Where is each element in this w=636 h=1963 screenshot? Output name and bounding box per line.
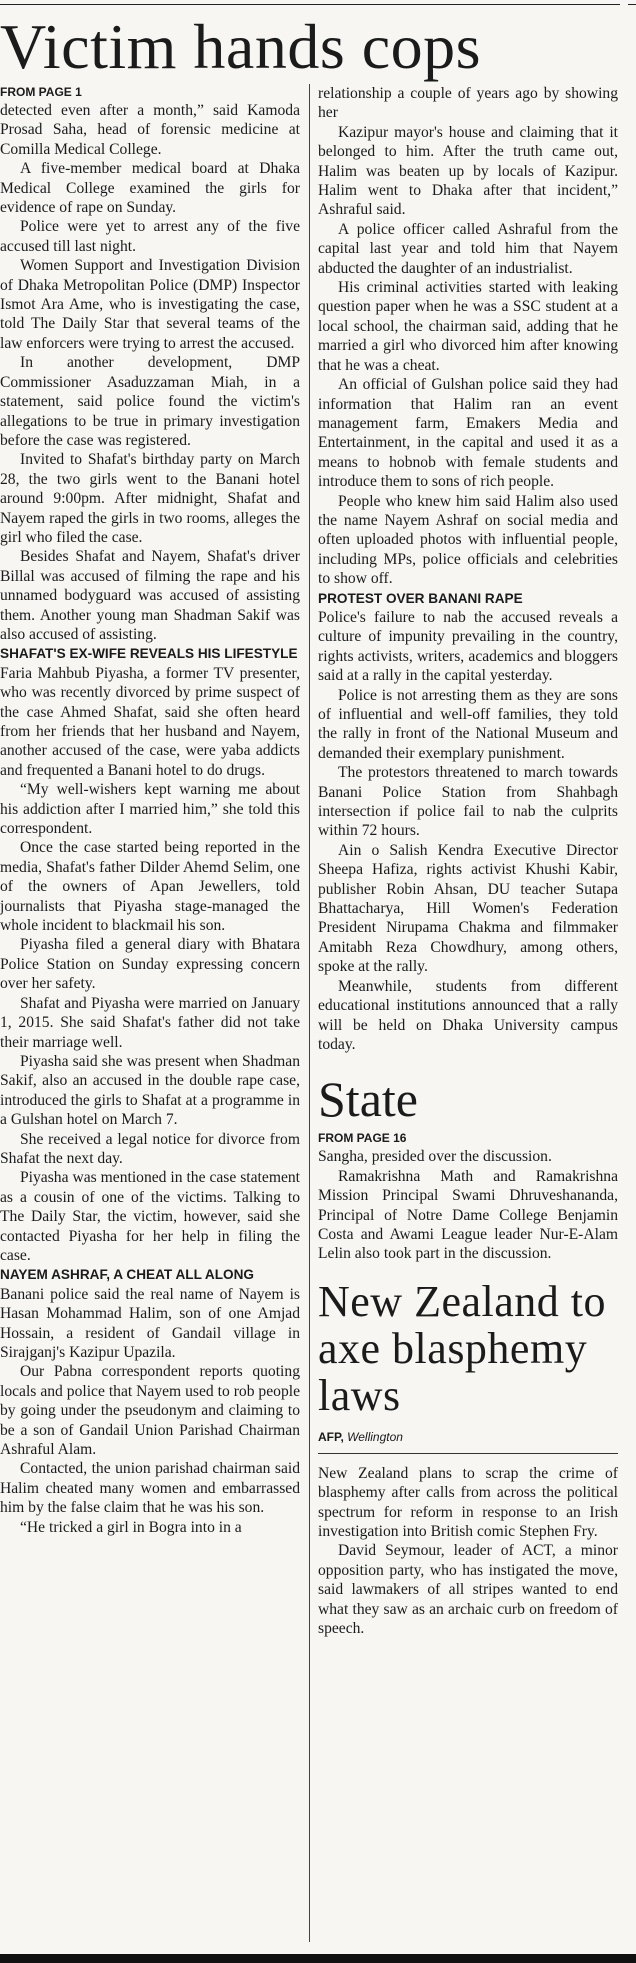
paragraph: Faria Mahbub Piyasha, a former TV presenter, who was recently divorced by prime suspect of the case Ahmed Shafat, said she often heard from her friends that her husband and Nayem, another accused of the case, were yaba addicts and frequented a Banani hotel to do drugs.	[0, 664, 300, 779]
paragraph: She received a legal notice for divorce from Shafat the next day.	[0, 1130, 300, 1167]
paragraph: Shafat and Piyasha were married on January 1, 2015. She said Shafat's father did not take their marriage well.	[0, 994, 300, 1051]
paragraph: Ain o Salish Kendra Executive Director Sheepa Hafiza, rights activist Khushi Kabir, publisher Robin Ahsan, DU teacher Sutapa Bhattacharya, Hill Women's Federation President Nirupama Chakma and filmmaker Amitabh Reza Chowdhury, among others, spoke at the rally.	[318, 841, 618, 976]
bottom-bar	[0, 1954, 636, 1963]
paragraph: Police were yet to arrest any of the five accused till last night.	[0, 218, 300, 255]
left-column	[0, 84, 300, 1537]
state-headline: State	[318, 1071, 418, 1128]
paragraph: People who knew him said Halim also used the name Nayem Ashraf on social media and often uploaded photos with influential people, including MPs, police officials and celebrities to show off.	[318, 492, 618, 588]
top-rule-right	[628, 4, 636, 5]
paragraph: relationship a couple of years ago by showing her	[318, 85, 618, 122]
paragraph: Our Pabna correspondent reports quoting locals and police that Nayem used to rob people by going under the pseudonym and claiming to be a son of Gandail Union Parishad Chairman Ashraful Alam.	[0, 1363, 300, 1459]
paragraph: Police's failure to nab the accused reveals a culture of impunity prevailing in the country, rights activists, writers, academics and bloggers said at a rally in the capital yesterday.	[318, 608, 618, 685]
state-dateline: FROM PAGE 16	[318, 1131, 407, 1146]
paragraph: Piyasha said she was present when Shadman Sakif, also an accused in the double rape case, introduced the girls to Shafat at a programme in a Gulshan hotel on March 7.	[0, 1052, 300, 1129]
right-column	[318, 84, 618, 1638]
main-headline: Victim hands cops	[0, 11, 482, 82]
paragraph: Kazipur mayor's house and claiming that it belonged to him. After the truth came out, Halim was beaten up by locals of Kazipur. Halim went to Dhaka after that incident,” Ashraful said.	[318, 123, 618, 219]
subheading: SHAFAT'S EX-WIFE REVEALS HIS LIFESTYLE	[0, 646, 298, 662]
nz-body	[318, 1464, 618, 1639]
paragraph: “My well-wishers kept warning me about his addiction after I married him,” she told this correspondent.	[0, 781, 300, 838]
nz-byline-place: Wellington	[347, 1429, 403, 1444]
paragraph: Once the case started being reported in the media, Shafat's father Dilder Ahemd Selim, one of the owners of Apan Jewellers, told journalists that Piyasha stage-managed the whole incident to blackmail his son.	[0, 839, 300, 935]
state-body	[318, 1147, 618, 1263]
paragraph: Ramakrishna Math and Ramakrishna Mission Principal Swami Dhruveshananda, Principal of Notre Dame College Benjamin Costa and Awami League leader Nur-E-Alam Lelin also took part in the discussion.	[318, 1167, 618, 1263]
nz-byline-agency: AFP,	[318, 1429, 344, 1444]
paragraph: The protestors threatened to march towards Banani Police Station from Shahbagh intersection if police fail to nab the culprits within 72 hours.	[318, 764, 618, 840]
paragraph: New Zealand plans to scrap the crime of blasphemy after calls from across the political spectrum for reform in response to an Irish investigation into British comic Stephen Fry.	[318, 1464, 618, 1540]
paragraph: detected even after a month,” said Kamoda Prosad Saha, head of forensic medicine at Comilla Medical College.	[0, 102, 300, 158]
paragraph: In another development, DMP Commissioner Asaduzzaman Miah, in a statement, said police found the victim's allegations to be true in primary investigation before the case was registered.	[0, 354, 300, 449]
paragraph: “He tricked a girl in Bogra into in a	[20, 1518, 242, 1536]
paragraph: A police officer called Ashraful from the capital last year and told him that Nayem abducted the daughter of an industrialist.	[318, 220, 618, 277]
subheading: NAYEM ASHRAF, A CHEAT ALL ALONG	[0, 1267, 255, 1283]
paragraph: Piyasha filed a general diary with Bhatara Police Station on Sunday expressing concern over her safety.	[0, 936, 300, 993]
left-dateline: FROM PAGE 1	[0, 85, 82, 99]
paragraph: His criminal activities started with leaking question paper when he was a SSC student at a local school, the chairman said, adding that he married a girl who divorced him after knowing that he was a cheat.	[318, 279, 618, 374]
paragraph: Contacted, the union parishad chairman said Halim cheated many women and embarrassed him by the false claim that he was his son.	[0, 1460, 300, 1517]
nz-byline	[318, 1429, 618, 1454]
paragraph: Sangha, presided over the discussion.	[318, 1148, 552, 1166]
left-column-body	[0, 101, 300, 1537]
nz-headline: New Zealand to axe blasphemy laws	[318, 1276, 606, 1420]
top-rule	[0, 4, 620, 5]
paragraph: A five-member medical board at Dhaka Medical College examined the girls for evidence of rape on Sunday.	[0, 160, 300, 217]
paragraph: An official of Gulshan police said they had information that Halim ran an event management farm, Emakers Media and Entertainment, in the capital and used it as a means to hobnob with female students and introduce them to sons of rich people.	[318, 376, 618, 491]
paragraph: Women Support and Investigation Division of Dhaka Metropolitan Police (DMP) Inspector Ismot Ara Ame, who is investigating the case, told The Daily Star that several teams of the law enforcers were trying to arrest the accused.	[0, 257, 300, 352]
right-column-body	[318, 84, 618, 1054]
paragraph: Besides Shafat and Nayem, Shafat's driver Billal was accused of filming the rape and his unnamed bodyguard was accused of assisting them. Another young man Shadman Sakif was also accused of assisting.	[0, 548, 300, 643]
paragraph: Meanwhile, students from different educational institutions announced that a rally will be held on Dhaka University campus today.	[318, 977, 618, 1053]
paragraph: Invited to Shafat's birthday party on March 28, the two girls went to the Banani hotel around 9:00pm. After midnight, Shafat and Nayem raped the girls in two rooms, alleges the girl who filed the case.	[0, 451, 300, 546]
paragraph: Banani police said the real name of Nayem is Hasan Mohammad Halim, son of one Amjad Hossain, a resident of Gandail village in Sirajganj's Kazipur Upazila.	[0, 1285, 300, 1361]
paragraph: Piyasha was mentioned in the case statement as a cousin of one of the victims. Talking to The Daily Star, the victim, however, said she contacted Piyasha for her help in filing the case.	[0, 1169, 300, 1264]
column-divider	[309, 84, 310, 1942]
paragraph: Police is not arresting them as they are sons of influential and well-off families, they told the rally in front of the National Museum and demanded their exemplary punishment.	[318, 686, 618, 762]
subheading: PROTEST OVER BANANI RAPE	[318, 590, 523, 606]
paragraph: David Seymour, leader of ACT, a minor opposition party, who has instigated the move, said lawmakers of all stripes wanted to end what they saw as an archaic curb on freedom of speech.	[318, 1542, 618, 1637]
